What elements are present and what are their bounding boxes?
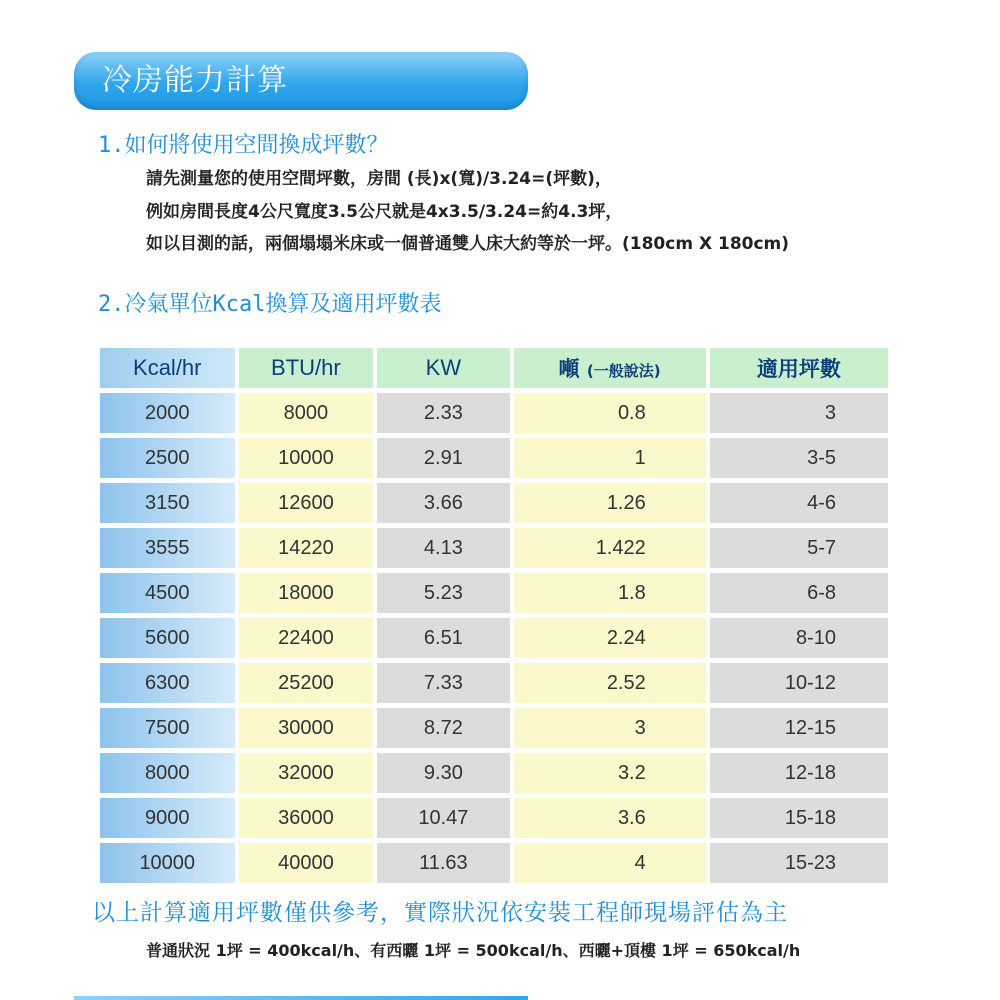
- header-tons-note: (一般說法): [586, 362, 661, 380]
- header-tons: [514, 348, 706, 388]
- tons-cell: 3: [514, 708, 706, 748]
- ping-cell: 4-6: [710, 483, 888, 523]
- table-row: [100, 483, 888, 523]
- header-kw: KW: [377, 348, 509, 388]
- footer-note: 以上計算適用坪數僅供參考，實際狀況依安裝工程師現場評估為主: [92, 900, 788, 926]
- kcal-cell: 2000: [100, 393, 235, 433]
- header-tons-label: 噸: [558, 357, 580, 381]
- section1-line-2: 例如房間長度4公尺寬度3.5公尺就是4x3.5/3.24=約4.3坪，: [146, 202, 623, 222]
- kcal-cell: 10000: [100, 843, 235, 883]
- banner-title: 冷房能力計算: [102, 63, 288, 98]
- btu-cell: 32000: [239, 753, 374, 793]
- tons-cell: 1: [514, 438, 706, 478]
- kw-cell: 2.91: [377, 438, 509, 478]
- ping-cell: 10-12: [710, 663, 888, 703]
- tons-cell: 1.8: [514, 573, 706, 613]
- ping-cell: 15-18: [710, 798, 888, 838]
- kcal-cell: 8000: [100, 753, 235, 793]
- ping-cell: 15-23: [710, 843, 888, 883]
- section1-line-1: 請先測量您的使用空間坪數，房間 (長)x(寬)/3.24=(坪數)，: [146, 169, 612, 189]
- section1-line-3: 如以目測的話，兩個塌塌米床或一個普通雙人床大約等於一坪。(180cm X 180cm): [146, 234, 790, 254]
- kw-cell: 9.30: [377, 753, 509, 793]
- table-row: [100, 573, 888, 613]
- ping-cell: 12-18: [710, 753, 888, 793]
- tons-cell: 1.422: [514, 528, 706, 568]
- tons-cell: 4: [514, 843, 706, 883]
- table-row: [100, 798, 888, 838]
- btu-cell: 10000: [239, 438, 374, 478]
- btu-cell: 40000: [239, 843, 374, 883]
- footer-divider: [74, 996, 528, 1000]
- kcal-cell: 3150: [100, 483, 235, 523]
- kw-cell: 6.51: [377, 618, 509, 658]
- ping-cell: 12-15: [710, 708, 888, 748]
- kcal-cell: 7500: [100, 708, 235, 748]
- tons-cell: 0.8: [514, 393, 706, 433]
- ping-cell: 3: [710, 393, 888, 433]
- table-row: [100, 618, 888, 658]
- kcal-cell: 3555: [100, 528, 235, 568]
- table-body: [100, 393, 888, 883]
- kw-cell: 5.23: [377, 573, 509, 613]
- kcal-cell: 4500: [100, 573, 235, 613]
- kw-cell: 2.33: [377, 393, 509, 433]
- btu-cell: 36000: [239, 798, 374, 838]
- kcal-cell: 9000: [100, 798, 235, 838]
- header-kcal: Kcal/hr: [100, 348, 235, 388]
- btu-cell: 25200: [239, 663, 374, 703]
- kcal-cell: 2500: [100, 438, 235, 478]
- table-row: [100, 663, 888, 703]
- btu-cell: 30000: [239, 708, 374, 748]
- kcal-cell: 6300: [100, 663, 235, 703]
- section-banner: [74, 52, 528, 110]
- tons-cell: 2.52: [514, 663, 706, 703]
- kw-cell: 10.47: [377, 798, 509, 838]
- btu-cell: 8000: [239, 393, 374, 433]
- tons-cell: 2.24: [514, 618, 706, 658]
- ping-cell: 5-7: [710, 528, 888, 568]
- table-row: [100, 843, 888, 883]
- kw-cell: 4.13: [377, 528, 509, 568]
- table-row: [100, 438, 888, 478]
- header-ping: 適用坪數: [710, 348, 888, 388]
- kw-cell: 7.33: [377, 663, 509, 703]
- kw-cell: 8.72: [377, 708, 509, 748]
- ping-cell: 8-10: [710, 618, 888, 658]
- table-row: [100, 708, 888, 748]
- footer-subnote: 普通狀況 1坪 = 400kcal/h、有西曬 1坪 = 500kcal/h、西曬+頂樓 1坪 = 650kcal/h: [146, 941, 801, 960]
- kcal-cell: 5600: [100, 618, 235, 658]
- section1-heading: 1.如何將使用空間換成坪數？: [98, 133, 389, 158]
- kw-cell: 3.66: [377, 483, 509, 523]
- tons-cell: 3.2: [514, 753, 706, 793]
- tons-cell: 3.6: [514, 798, 706, 838]
- btu-cell: 18000: [239, 573, 374, 613]
- section2-heading: 2.冷氣單位Kcal換算及適用坪數表: [98, 292, 442, 317]
- table-row: [100, 528, 888, 568]
- btu-cell: 12600: [239, 483, 374, 523]
- ping-cell: 6-8: [710, 573, 888, 613]
- table-row: [100, 753, 888, 793]
- conversion-table: [96, 343, 892, 888]
- header-btu: BTU/hr: [239, 348, 374, 388]
- ping-cell: 3-5: [710, 438, 888, 478]
- btu-cell: 14220: [239, 528, 374, 568]
- table-row: [100, 393, 888, 433]
- btu-cell: 22400: [239, 618, 374, 658]
- kw-cell: 11.63: [377, 843, 509, 883]
- table-header-row: [100, 348, 888, 388]
- tons-cell: 1.26: [514, 483, 706, 523]
